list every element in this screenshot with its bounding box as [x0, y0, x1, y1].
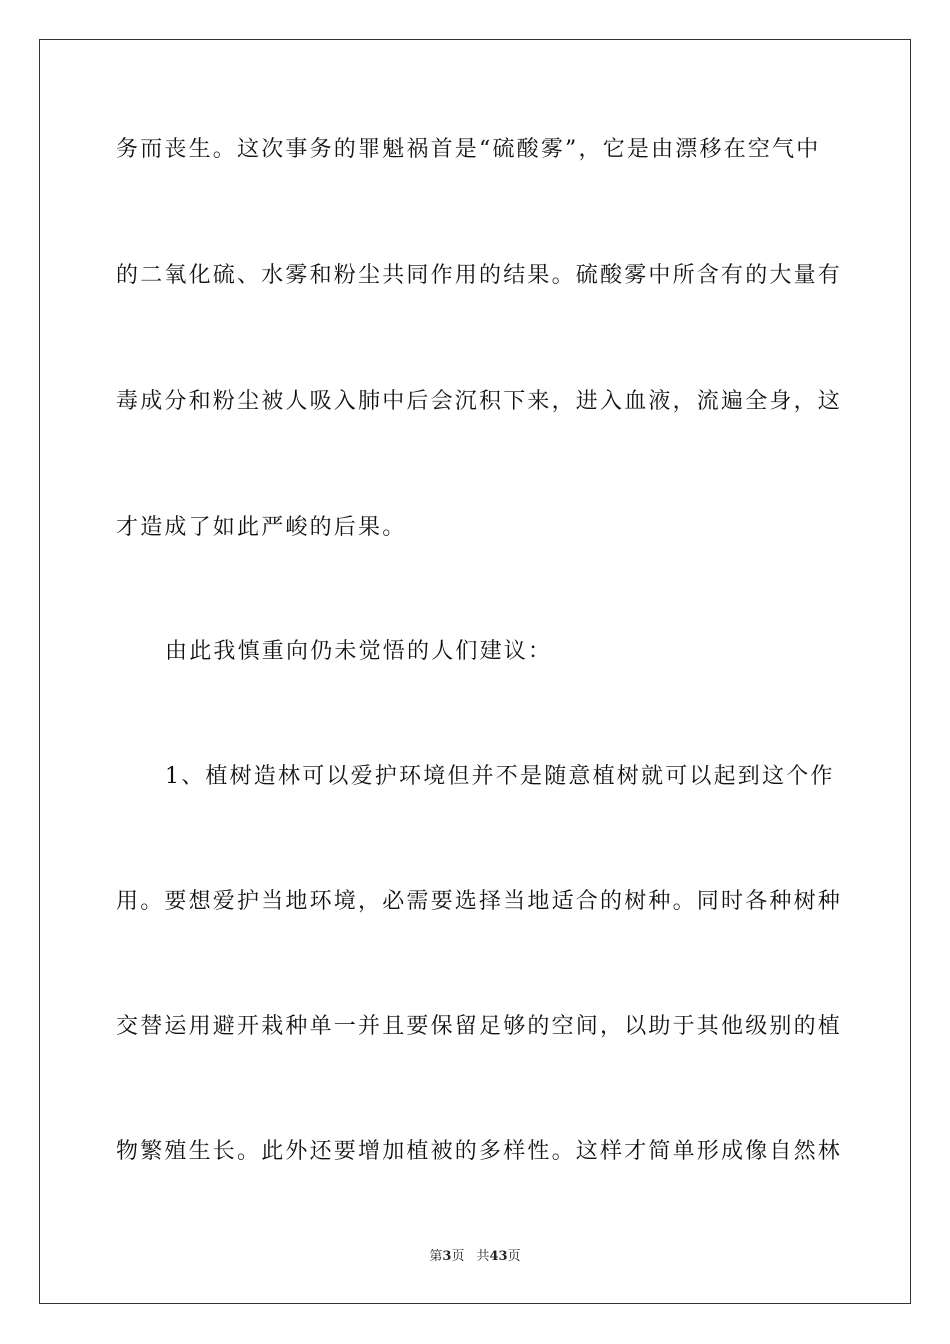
body-text-line: 用。要想爱护当地环境，必需要选择当地适合的树种。同时各种树种	[116, 889, 843, 914]
total-label-suffix: 页	[507, 1249, 521, 1264]
page-label-prefix: 第	[429, 1249, 443, 1264]
page-footer	[0, 1248, 950, 1266]
current-page-number: 3	[442, 1249, 452, 1264]
body-text-line: 务而丧生。这次事务的罪魁祸首是“硫酸雾”，它是由漂移在空气中	[116, 137, 821, 162]
body-text-line: 的二氧化硫、水雾和粉尘共同作用的结果。硫酸雾中所含有的大量有	[116, 263, 843, 288]
body-text-line: 才造成了如此严峻的后果。	[116, 515, 407, 540]
body-text-line: 物繁殖生长。此外还要增加植被的多样性。这样才简单形成像自然林	[116, 1139, 843, 1164]
total-label-prefix: 共	[476, 1249, 490, 1264]
page-border	[39, 39, 911, 1304]
page-label-suffix: 页	[451, 1249, 465, 1264]
body-text-line: 毒成分和粉尘被人吸入肺中后会沉积下来，进入血液，流遍全身，这	[116, 389, 843, 414]
paragraph-first-line: 由此我慎重向仍未觉悟的人们建议：	[165, 639, 553, 664]
body-text-line: 交替运用避开栽种单一并且要保留足够的空间，以助于其他级别的植	[116, 1014, 843, 1039]
total-page-count: 43	[489, 1249, 508, 1264]
list-item-first-line: 1、植树造林可以爱护环境但并不是随意植树就可以起到这个作	[165, 764, 835, 789]
